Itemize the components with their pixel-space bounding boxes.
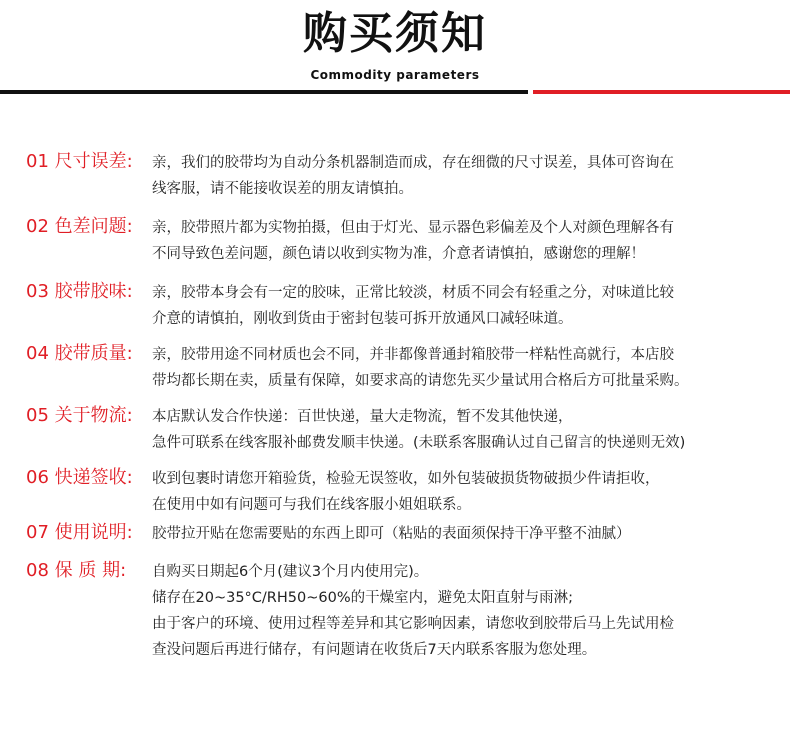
notice-text [152, 559, 767, 663]
notice-line: 线客服，请不能接收误差的朋友请慎拍。 [152, 181, 413, 197]
notice-line: 收到包裹时请您开箱验货，检验无误签收，如外包装破损货物破损少件请拒收， [152, 471, 660, 487]
notice-text [152, 404, 767, 456]
notice-label: 08 保 质 期: [26, 560, 127, 581]
divider-red [533, 90, 790, 94]
notice-label: 01 尺寸误差: [26, 151, 133, 172]
notice-label: 02 色差问题: [26, 216, 133, 237]
notice-line: 亲，胶带本身会有一定的胶味，正常比较淡，材质不同会有轻重之分，对味道比较 [152, 285, 674, 301]
notice-label: 07 使用说明: [26, 522, 133, 543]
notice-line: 在使用中如有问题可与我们在线客服小姐姐联系。 [152, 497, 471, 513]
notice-text [152, 521, 767, 547]
notice-line: 本店默认发合作快递：百世快递，量大走物流，暂不发其他快递， [152, 409, 573, 425]
notice-text [152, 342, 767, 394]
page-title: 购买须知 [303, 8, 487, 59]
notice-line: 储存在20~35°C/RH50~60%的干燥室内，避免太阳直射与雨淋; [152, 590, 574, 606]
divider-black [0, 90, 528, 94]
notice-line: 胶带拉开贴在您需要贴的东西上即可（粘贴的表面须保持干净平整不油腻） [152, 526, 631, 542]
notice-line: 自购买日期起6个月(建议3个月内使用完)。 [152, 564, 429, 580]
notice-line: 急件可联系在线客服补邮费发顺丰快递。(未联系客服确认过自己留言的快递则无效) [152, 435, 686, 451]
notice-text [152, 280, 767, 332]
notice-line: 查没问题后再进行储存，有问题请在收货后7天内联系客服为您处理。 [152, 642, 597, 658]
notice-text [152, 215, 767, 267]
notice-line: 不同导致色差问题，颜色请以收到实物为准，介意者请慎拍，感谢您的理解！ [152, 246, 645, 262]
notice-label: 03 胶带胶味: [26, 281, 133, 302]
notice-label: 05 关于物流: [26, 405, 133, 426]
notice-label: 06 快递签收: [26, 467, 133, 488]
notice-text [152, 150, 767, 202]
notice-line: 由于客户的环境、使用过程等差异和其它影响因素，请您收到胶带后马上先试用检 [152, 616, 674, 632]
notice-text [152, 466, 767, 518]
notice-line: 带均都长期在卖，质量有保障，如要求高的请您先买少量试用合格后方可批量采购。 [152, 373, 689, 389]
notice-line: 亲，胶带照片都为实物拍摄，但由于灯光、显示器色彩偏差及个人对颜色理解各有 [152, 220, 674, 236]
notice-line: 亲，胶带用途不同材质也会不同，并非都像普通封箱胶带一样粘性高就行，本店胶 [152, 347, 674, 363]
page-subtitle: Commodity parameters [310, 68, 480, 82]
notice-line: 介意的请慎拍，刚收到货由于密封包装可拆开放通风口减轻味道。 [152, 311, 573, 327]
notice-line: 亲，我们的胶带均为自动分条机器制造而成，存在细微的尺寸误差，具体可咨询在 [152, 155, 674, 171]
notice-label: 04 胶带质量: [26, 343, 133, 364]
